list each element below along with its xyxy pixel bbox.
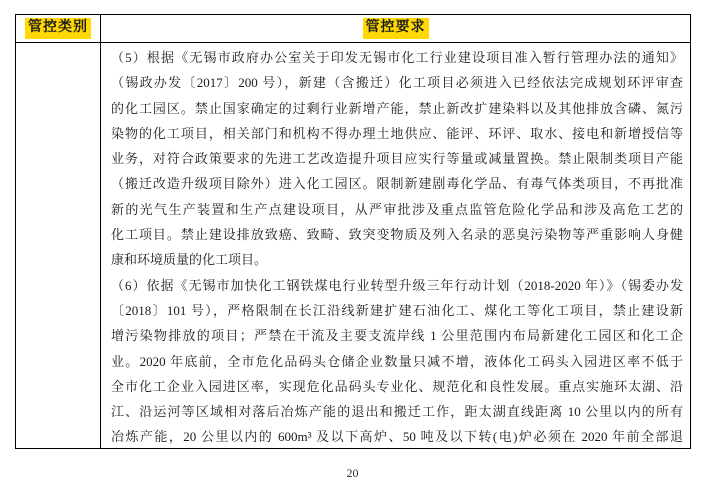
header-cell-category (16, 15, 101, 42)
requirement-line: 染物的化工项目，相关部门和机构不得办理土地供应、能评、环评、取水、接电和新增授信等 (111, 125, 683, 141)
requirement-line: （搬迁改造升级项目除外）进入化工园区。限制新建剧毒化学品、有毒气体类项目，不再批准 (111, 176, 683, 192)
requirement-line: 〔2018〕101 号），严格限制在长江沿线新建扩建石油化工、煤化工等化工项目，禁止建设新 (111, 302, 683, 318)
requirement-line: 江、沿运河等区域相对落后冶炼产能的退出和搬迁工作，距太湖直线距离 10 公里以内的所有 (111, 404, 683, 420)
requirement-line: 新的光气生产装置和生产点建设项目，从严审批涉及重点监管危险化学品和涉及高危工艺的 (111, 201, 683, 217)
table-body-row (16, 43, 690, 448)
requirement-line: 康和环境质量的化工项目。 (111, 252, 268, 268)
requirement-line: 业务，对符合政策要求的先进工艺改造提升项目应实行等量或减量置换。禁止限制类项目产能 (111, 151, 683, 167)
requirement-line: （5）根据《无锡市政府办公室关于印发无锡市化工行业建设项目准入暂行管理办法的通知》 (111, 50, 683, 65)
requirement-cell (101, 43, 690, 448)
header-label-category: 管控类别 (25, 18, 91, 38)
requirement-line: 冶炼产能，20 公里以内的 600m³ 及以下高炉、50 吨及以下转(电)炉必须在 2020 年前全部退 (111, 429, 683, 445)
requirement-line: 全市化工企业入园进区率，实现危化品码头专业化、规范化和良性发展。重点实施环太湖、沿 (111, 378, 683, 394)
control-requirements-table (15, 14, 691, 449)
requirement-line: 的化工园区。禁止国家确定的过剩行业新增产能，禁止新改扩建染料以及其他排放含磷、氮污 (111, 100, 683, 116)
requirement-line: 业。2020 年底前，全市危化品码头仓储企业数量只减不增，液体化工码头入园进区率不低于 (111, 353, 683, 369)
requirement-line: 增污染物排放的项目；严禁在干流及主要支流岸线 1 公里范围内布局新建化工园区和化工企 (111, 328, 683, 344)
page-number: 20 (346, 466, 359, 480)
requirement-line: 化工项目。禁止建设排放致癌、致畸、致突变物质及列入名录的恶臭污染物等严重影响人身健 (111, 227, 683, 243)
category-cell (16, 43, 101, 448)
requirement-line: （6）依据《无锡市加快化工钢铁煤电行业转型升级三年行动计划（2018-2020 年）》（锡委办发 (111, 277, 683, 293)
header-cell-requirement (101, 15, 690, 42)
header-label-requirement: 管控要求 (363, 18, 429, 38)
requirement-line: （锡政办发〔2017〕200 号），新建（含搬迁）化工项目必须进入已经依法完成规划环评审查 (111, 75, 683, 91)
table-header-row (16, 15, 690, 43)
